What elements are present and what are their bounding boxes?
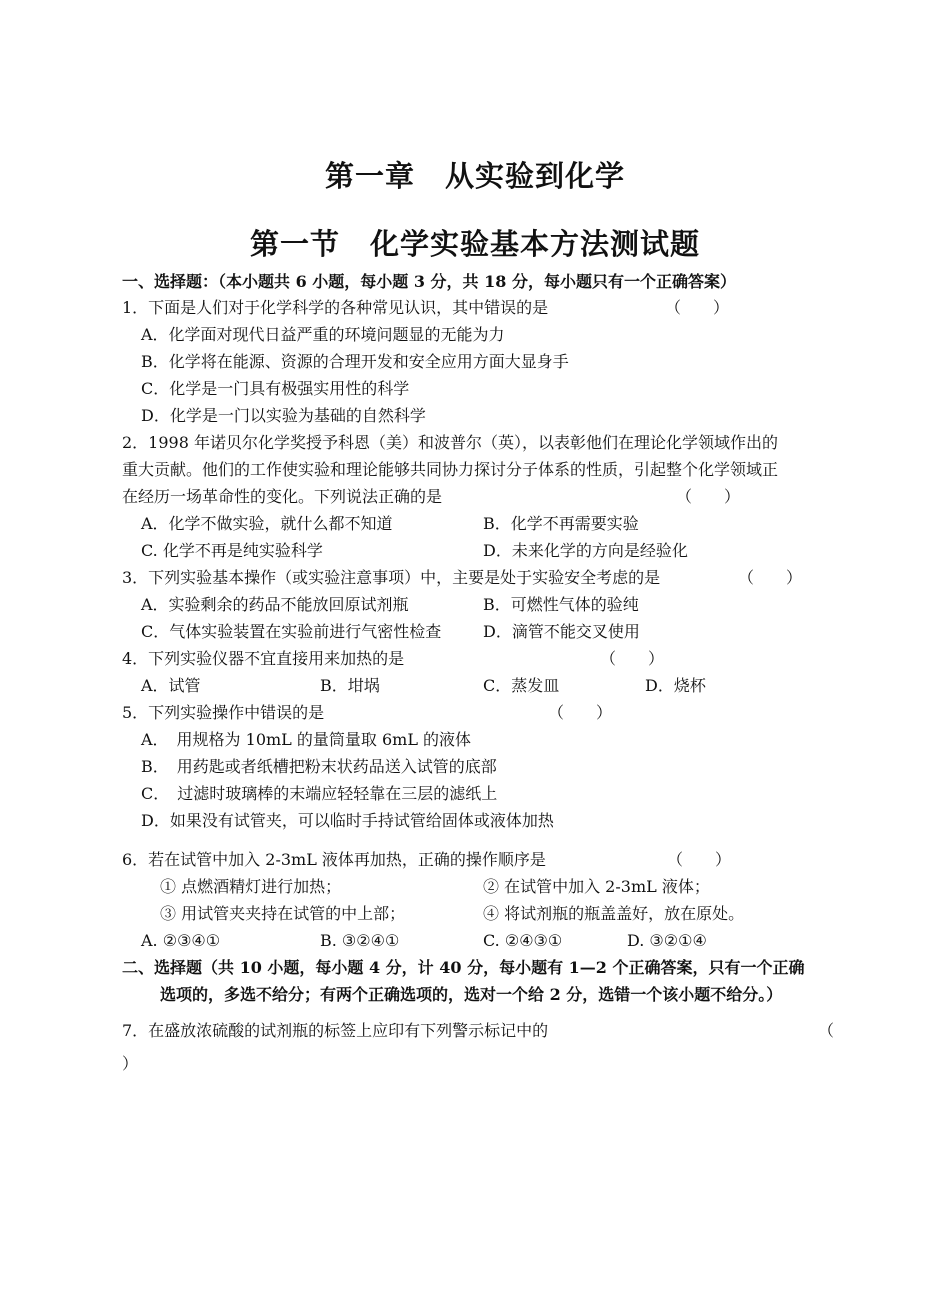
- q6-step-1: ① 点燃酒精灯进行加热；: [160, 877, 342, 896]
- part1-heading: 一、选择题：（本小题共 6 小题，每小题 3 分，共 18 分，每小题只有一个正确答案）: [122, 272, 736, 291]
- q1-stem: 1．下面是人们对于化学科学的各种常见认识，其中错误的是: [122, 298, 549, 317]
- q5-stem: 5．下列实验操作中错误的是: [122, 703, 325, 722]
- q6-step-4: ④ 将试剂瓶的瓶盖盖好，放在原处。: [483, 904, 745, 923]
- q1-option-d: D．化学是一门以实验为基础的自然科学: [141, 406, 426, 425]
- q4-answer-paren: （ ）: [600, 649, 665, 668]
- q2-answer-paren: （ ）: [676, 487, 741, 506]
- q1-option-b: B．化学将在能源、资源的合理开发和安全应用方面大显身手: [141, 352, 569, 371]
- q6-option-c: C. ②④③①: [483, 931, 563, 950]
- q5-option-c: C． 过滤时玻璃棒的末端应轻轻靠在三层的滤纸上: [141, 784, 498, 803]
- q5-option-a: A． 用规格为 10mL 的量筒量取 6mL 的液体: [141, 730, 472, 749]
- q2-option-d: D．未来化学的方向是经验化: [483, 541, 688, 560]
- q4-option-a: A．试管: [141, 676, 201, 695]
- part2-heading-line2: 选项的，多选不给分；有两个正确选项的，选对一个给 2 分，选错一个该小题不给分。）: [160, 985, 783, 1004]
- q6-step-3: ③ 用试管夹夹持在试管的中上部；: [160, 904, 406, 923]
- q3-option-a: A．实验剩余的药品不能放回原试剂瓶: [141, 595, 409, 614]
- q2-option-a: A．化学不做实验，就什么都不知道: [141, 514, 393, 533]
- q3-option-d: D．滴管不能交叉使用: [483, 622, 640, 641]
- q4-option-b: B．坩埚: [320, 676, 380, 695]
- q3-stem: 3．下列实验基本操作（或实验注意事项）中，主要是处于实验安全考虑的是: [122, 568, 661, 587]
- q1-option-a: A．化学面对现代日益严重的环境问题显的无能为力: [141, 325, 505, 344]
- q6-answer-paren: （ ）: [667, 850, 732, 869]
- q3-option-b: B．可燃性气体的验纯: [483, 595, 639, 614]
- q2-stem-line2: 重大贡献。他们的工作使实验和理论能够共同协力探讨分子体系的性质，引起整个化学领域正: [122, 460, 779, 479]
- q3-option-c: C．气体实验装置在实验前进行气密性检查: [141, 622, 442, 641]
- q5-answer-paren: （ ）: [548, 703, 613, 722]
- q2-option-b: B．化学不再需要实验: [483, 514, 639, 533]
- q6-option-a: A. ②③④①: [141, 931, 221, 950]
- q3-answer-paren: （ ）: [738, 568, 803, 587]
- q2-stem-line3: 在经历一场革命性的变化。下列说法正确的是: [122, 487, 443, 506]
- q6-option-d: D. ③②①④: [627, 931, 707, 950]
- q2-option-c: C. 化学不再是纯实验科学: [141, 541, 323, 560]
- q2-stem-line1: 2．1998 年诺贝尔化学奖授予科恩（美）和波普尔（英），以表彰他们在理论化学领域作出的: [122, 433, 778, 452]
- chapter-title: 第一章 从实验到化学: [324, 159, 625, 193]
- q1-option-c: C．化学是一门具有极强实用性的科学: [141, 379, 410, 398]
- q5-option-b: B． 用药匙或者纸槽把粉末状药品送入试管的底部: [141, 757, 497, 776]
- q1-answer-paren: （ ）: [665, 298, 730, 317]
- q4-option-c: C．蒸发皿: [483, 676, 560, 695]
- q5-option-d: D．如果没有试管夹，可以临时手持试管给固体或液体加热: [141, 811, 554, 830]
- q6-option-b: B. ③②④①: [320, 931, 400, 950]
- q6-step-2: ② 在试管中加入 2-3mL 液体；: [483, 877, 710, 896]
- q6-stem: 6．若在试管中加入 2-3mL 液体再加热，正确的操作顺序是: [122, 850, 546, 869]
- q7-paren-close: ）: [122, 1054, 139, 1073]
- q4-stem: 4．下列实验仪器不宜直接用来加热的是: [122, 649, 405, 668]
- q4-option-d: D．烧杯: [645, 676, 706, 695]
- q7-paren-open: （: [818, 1021, 835, 1040]
- part2-heading-line1: 二、选择题（共 10 小题，每小题 4 分，计 40 分，每小题有 1—2 个正确答案，只有一个正确: [122, 958, 805, 977]
- q7-stem: 7．在盛放浓硫酸的试剂瓶的标签上应印有下列警示标记中的: [122, 1021, 549, 1040]
- section-title: 第一节 化学实验基本方法测试题: [249, 227, 700, 261]
